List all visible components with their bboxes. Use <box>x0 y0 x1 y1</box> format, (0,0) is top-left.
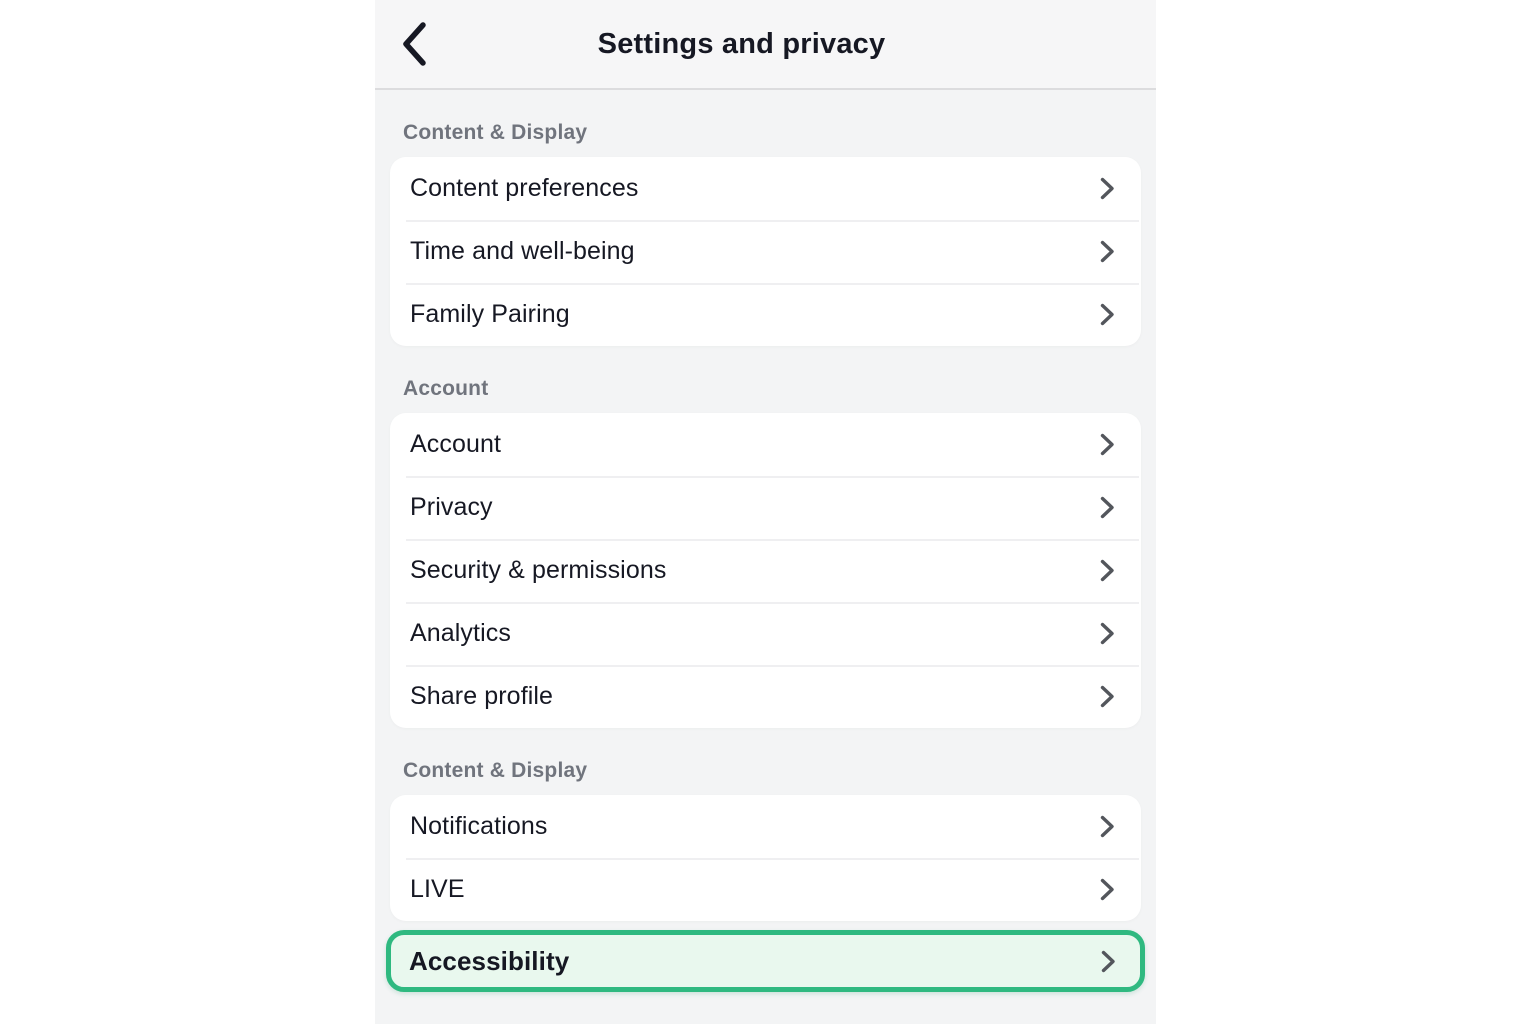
settings-item-analytics[interactable] <box>390 602 1141 665</box>
settings-item-label: Security & permissions <box>410 556 667 584</box>
settings-item-label: LIVE <box>410 875 465 903</box>
chevron-right-icon <box>1100 303 1115 326</box>
settings-item-accessibility[interactable] <box>391 935 1140 987</box>
settings-item-label: Privacy <box>410 493 493 521</box>
chevron-right-icon <box>1100 878 1115 901</box>
chevron-right-icon <box>1100 240 1115 263</box>
page-title: Settings and privacy <box>597 27 886 60</box>
settings-card <box>390 413 1141 728</box>
section-heading: Account <box>403 377 489 400</box>
settings-item-notifications[interactable] <box>390 795 1141 858</box>
settings-item-content-preferences[interactable] <box>390 157 1141 220</box>
settings-screen <box>375 0 1156 1024</box>
settings-item-label: Accessibility <box>409 945 570 976</box>
section-heading: Content & Display <box>403 121 588 144</box>
settings-item-label: Analytics <box>410 619 511 647</box>
settings-sections <box>375 90 1156 992</box>
chevron-right-icon <box>1100 622 1115 645</box>
app-header <box>375 0 1156 90</box>
chevron-right-icon <box>1100 559 1115 582</box>
chevron-right-icon <box>1101 950 1116 973</box>
chevron-right-icon <box>1100 433 1115 456</box>
chevron-right-icon <box>1100 177 1115 200</box>
settings-item-family-pairing[interactable] <box>390 283 1141 346</box>
settings-item-security-permissions[interactable] <box>390 539 1141 602</box>
settings-item-live[interactable] <box>390 858 1141 921</box>
settings-item-account[interactable] <box>390 413 1141 476</box>
settings-item-label: Time and well-being <box>410 237 635 265</box>
settings-item-share-profile[interactable] <box>390 665 1141 728</box>
chevron-right-icon <box>1100 685 1115 708</box>
highlighted-item-card <box>386 930 1145 992</box>
settings-item-label: Content preferences <box>410 174 639 202</box>
settings-item-time-and-well-being[interactable] <box>390 220 1141 283</box>
settings-item-label: Family Pairing <box>410 300 570 328</box>
settings-card <box>390 157 1141 346</box>
chevron-right-icon <box>1100 815 1115 838</box>
settings-item-label: Share profile <box>410 682 554 710</box>
settings-item-label: Account <box>410 430 502 458</box>
settings-item-privacy[interactable] <box>390 476 1141 539</box>
settings-item-label: Notifications <box>410 812 548 840</box>
chevron-right-icon <box>1100 496 1115 519</box>
settings-card <box>390 795 1141 921</box>
section-heading: Content & Display <box>403 759 588 782</box>
